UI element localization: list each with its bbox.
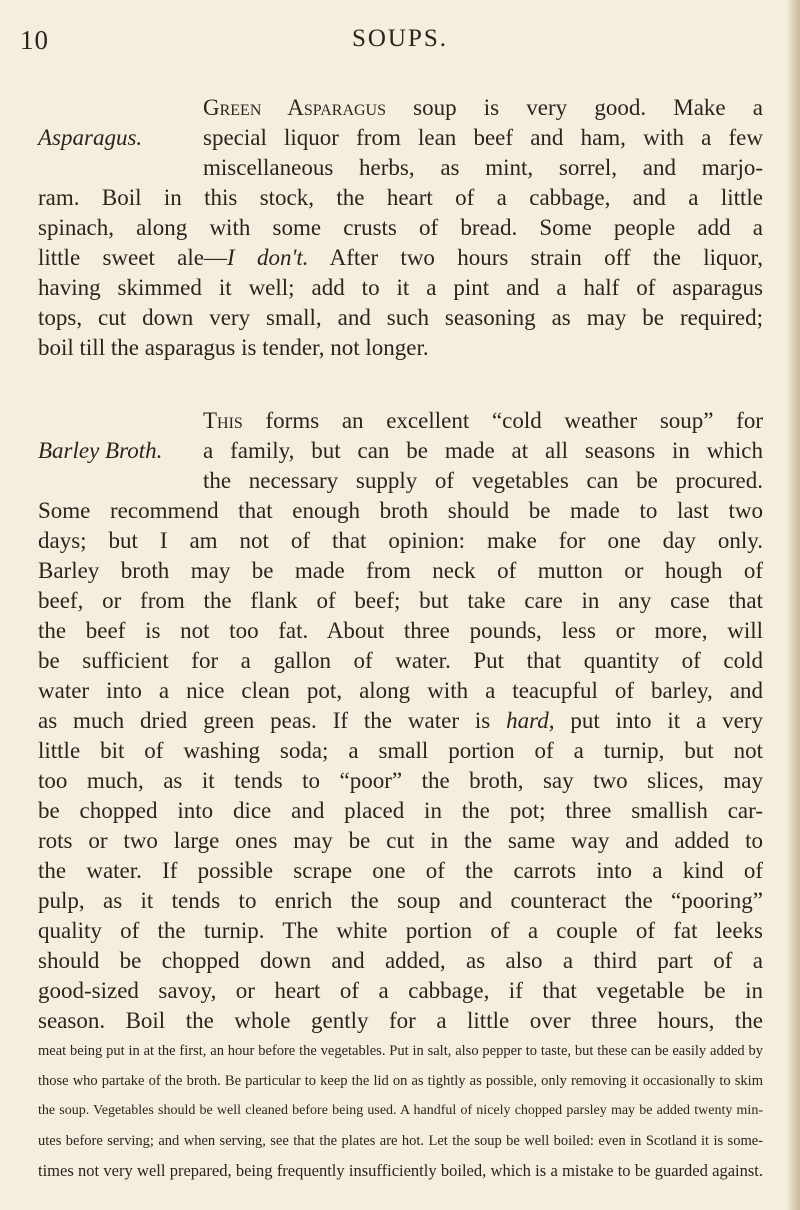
text-line: rots or two large ones may be cut in the same way and added to <box>38 828 763 853</box>
text-line: be sufficient for a gallon of water. Put that quantity of cold <box>38 648 763 673</box>
text-line: having skimmed it well; add to it a pint and a half of asparagus <box>38 275 763 300</box>
text-line: the necessary supply of vegetables can be procured. <box>203 468 763 493</box>
text-line: too much, as it tends to “poor” the broth, say two slices, may <box>38 768 763 793</box>
emphasis-text: I don't. <box>226 245 309 270</box>
text-line: special liquor from lean beef and ham, with a few <box>203 125 763 150</box>
text-line: quality of the turnip. The white portion of a couple of fat leeks <box>38 918 763 943</box>
page-edge-shadow <box>786 0 800 1210</box>
opening-words: Green Asparagus <box>203 95 387 120</box>
text-line: meat being put in at the first, an hour before the vegetables. Put in salt, also pepper to taste, but these can be easily added by <box>38 1043 763 1059</box>
text-line: season. Boil the whole gently for a little over three hours, the <box>38 1008 763 1033</box>
margin-heading: Barley Broth. <box>38 438 163 463</box>
text-line: miscellaneous herbs, as mint, sorrel, and marjo- <box>203 155 763 180</box>
text-line: good-sized savoy, or heart of a cabbage, if that vegetable be in <box>38 978 763 1003</box>
text-line: the beef is not too fat. About three pounds, less or more, will <box>38 618 763 643</box>
text-line: Barley broth may be made from neck of mutton or hough of <box>38 558 763 583</box>
text-line: Some recommend that enough broth should be made to last two <box>38 498 763 523</box>
text-line: days; but I am not of that opinion: make for one day only. <box>38 528 763 553</box>
text-line: Green Asparagus soup is very good. Make a <box>203 95 763 120</box>
text-line: little bit of washing soda; a small portion of a turnip, but not <box>38 738 763 763</box>
text-line: those who partake of the broth. Be particular to keep the lid on as tightly as possible, only removing it occasionally to skim <box>38 1073 763 1089</box>
text-line: pulp, as it tends to enrich the soup and counteract the “pooring” <box>38 888 763 913</box>
text-line: the water. If possible scrape one of the carrots into a kind of <box>38 858 763 883</box>
text-line: little sweet ale—I don't. After two hours strain off the liquor, <box>38 245 763 270</box>
running-head: SOUPS. <box>351 25 449 52</box>
text-line: should be chopped down and added, as also a third part of a <box>38 948 763 973</box>
page-number: 10 <box>20 25 49 55</box>
text-line: tops, cut down very small, and such seasoning as may be required; <box>38 305 763 330</box>
text-line: spinach, along with some crusts of bread. Some people add a <box>38 215 763 240</box>
text-line: be chopped into dice and placed in the pot; three smallish car- <box>38 798 763 823</box>
text-line: a family, but can be made at all seasons in which <box>203 438 763 463</box>
text-line: times not very well prepared, being frequently insufficiently boiled, which is a mistake to be guarded against. <box>38 1161 763 1180</box>
opening-words: This <box>203 408 243 433</box>
text-line: beef, or from the flank of beef; but take care in any case that <box>38 588 763 613</box>
margin-heading: Asparagus. <box>38 125 143 150</box>
text-line: ram. Boil in this stock, the heart of a cabbage, and a little <box>38 185 763 210</box>
emphasis-text: hard, <box>506 708 555 733</box>
text-line: water into a nice clean pot, along with a teacupful of barley, and <box>38 678 763 703</box>
text-line: as much dried green peas. If the water is hard, put into it a very <box>38 708 763 733</box>
text-line: utes before serving; and when serving, see that the plates are hot. Let the soup be well boiled: even in Scotland it is some- <box>38 1133 763 1149</box>
text-line: This forms an excellent “cold weather soup” for <box>203 408 763 433</box>
text-line: boil till the asparagus is tender, not longer. <box>38 335 429 360</box>
text-line: the soup. Vegetables should be well cleaned before being used. A handful of nicely chopped parsley may be added twenty min- <box>38 1103 763 1118</box>
